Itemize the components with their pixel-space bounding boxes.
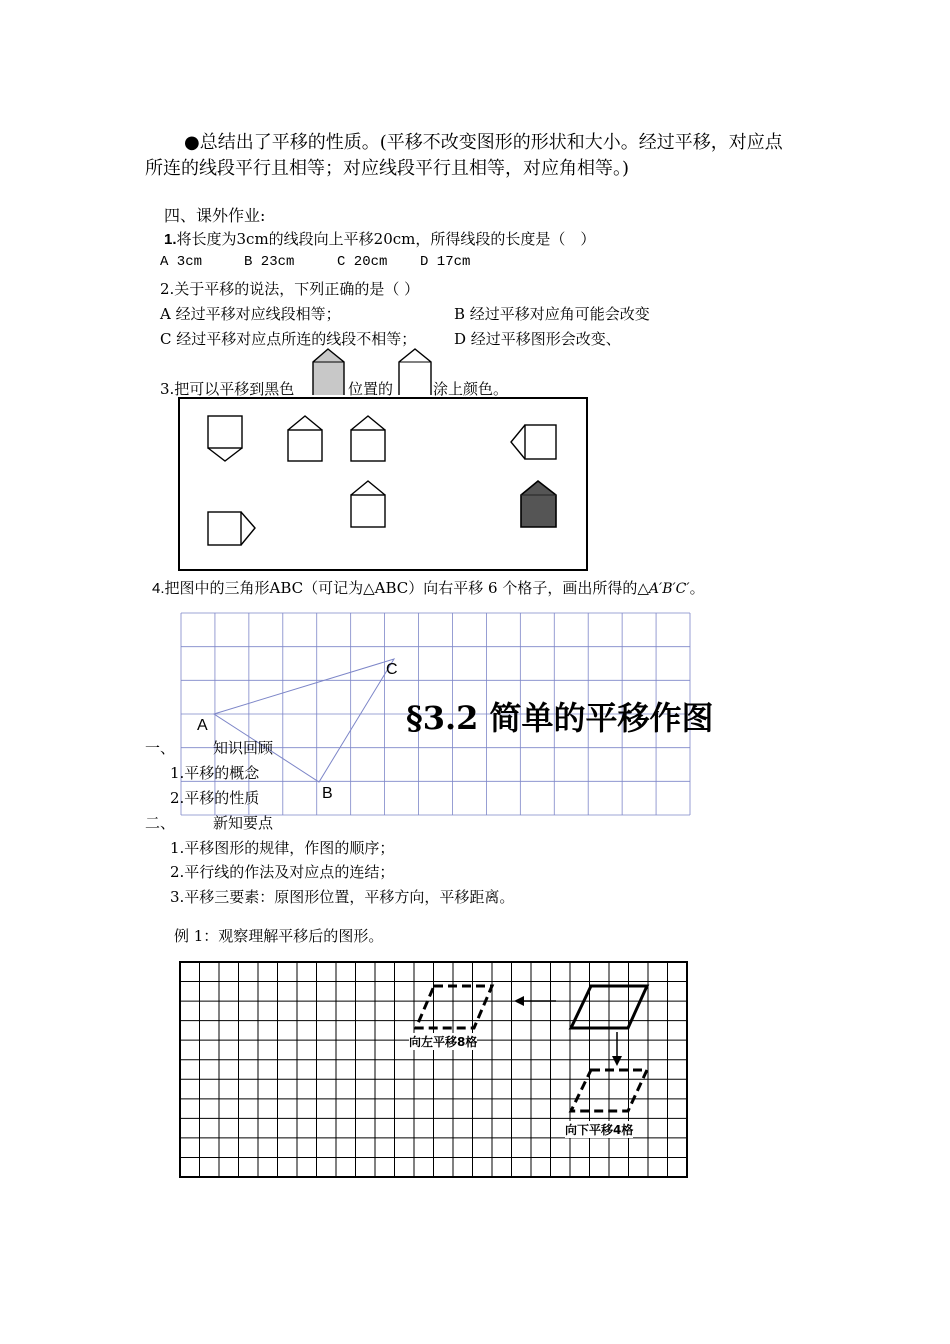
caption-down-4: 向下平移4格 (565, 1123, 634, 1137)
q4-triangle-symbol: A′B′C′ (648, 581, 690, 597)
part-1-label: 知识回顾 (213, 739, 274, 757)
summary-line-1: ●总结出了平移的性质。(平移不改变图形的形状和大小。经过平移，对应点 (184, 132, 783, 153)
q1-option-a: A 3cm (160, 254, 203, 270)
q3-text-part2: 位置的 (348, 380, 394, 398)
q4-number: 4. (152, 580, 165, 597)
homework-heading: 四、课外作业: (164, 206, 266, 225)
q1-option-b: B 23cm (244, 254, 295, 270)
q3-text-part3: 涂上颜色。 (433, 380, 509, 398)
left-translated-parallelogram (416, 986, 492, 1028)
point-b-label: B (322, 785, 333, 802)
example-label: 例 1：观察理解平移后的图形。 (174, 927, 384, 945)
part-2-item-2: 2.平行线的作法及对应点的连结； (170, 863, 395, 881)
q2-option-a: A 经过平移对应线段相等； (160, 305, 341, 323)
part-2-number: 二、 (145, 814, 176, 832)
q1-option-d: D 17cm (420, 254, 471, 270)
point-c-label: C (386, 661, 398, 678)
section-title: §3.2 简单的平移作图 (406, 699, 714, 737)
part-1-item-2: 2.平移的性质 (170, 789, 260, 807)
part-1-number: 一、 (145, 739, 176, 757)
question-2: 2.关于平移的说法，下列正确的是（ ） (160, 280, 420, 298)
q2-option-b: B 经过平移对应角可能会改变 (454, 305, 650, 323)
summary-line-2: 所连的线段平行且相等；对应线段平行且相等，对应角相等。) (145, 158, 630, 179)
q2-option-d: D 经过平移图形会改变、 (454, 330, 621, 348)
point-a-label: A (197, 717, 208, 734)
part-2-item-3: 3.平移三要素：原图形位置，平移方向，平移距离。 (170, 888, 515, 906)
q3-text-part1: 3.把可以平移到黑色 (160, 380, 295, 398)
left-arrow-icon (514, 996, 556, 1006)
down-arrow-icon (612, 1032, 622, 1066)
q2-option-c: C 经过平移对应点所连的线段不相等； (160, 330, 417, 348)
q1-text: 将长度为3cm的线段向上平移20cm，所得线段的长度是（ ） (176, 230, 596, 248)
caption-left-8: 向左平移8格 (409, 1035, 478, 1049)
part-2-label: 新知要点 (213, 814, 274, 832)
part-2-item-1: 1.平移图形的规律，作图的顺序； (170, 839, 395, 857)
q4-end: 。 (689, 579, 705, 597)
part-1-item-1: 1.平移的概念 (170, 764, 260, 782)
q1-number: 1. (164, 231, 177, 248)
q1-option-c: C 20cm (337, 254, 388, 270)
q4-text: 把图中的三角形ABC（可记为△ABC）向右平移 6 个格子，画出所得的△ (164, 579, 649, 597)
